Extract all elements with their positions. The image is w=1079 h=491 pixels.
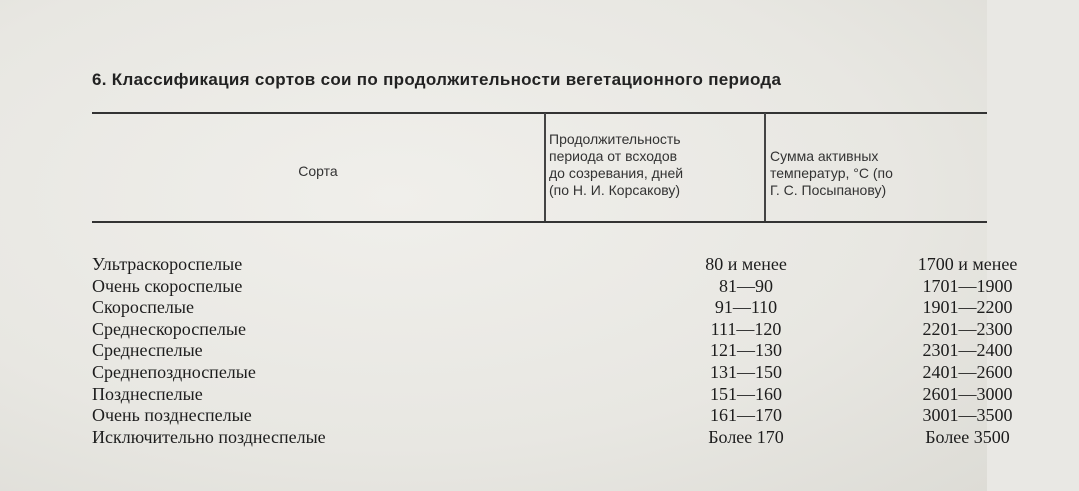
row-temperature: 2401—2600 — [922, 361, 1013, 382]
column-divider-2 — [764, 113, 766, 221]
row-duration: 131—150 — [710, 361, 782, 382]
table-row — [92, 340, 1013, 362]
row-variety: Среднеспелые — [92, 340, 203, 361]
header-duration: Продолжительность периода от всходов до созревания, дней (по Н. И. Корсакову) — [549, 131, 684, 198]
row-variety: Среднепоздноспелые — [92, 361, 256, 382]
table-row — [92, 405, 1013, 427]
row-temperature: 2201—2300 — [922, 318, 1013, 339]
header-bottom-rule — [92, 221, 987, 223]
table-top-rule — [92, 112, 987, 114]
row-variety: Очень позднеспелые — [92, 405, 252, 426]
row-temperature: 1901—2200 — [922, 297, 1013, 318]
table-row — [92, 318, 1013, 341]
column-divider-1 — [544, 113, 546, 221]
row-temperature: 2601—3000 — [922, 383, 1013, 404]
row-temperature: 1701—1900 — [922, 275, 1013, 296]
row-variety: Очень скороспелые — [92, 275, 243, 296]
row-variety: Скороспелые — [92, 297, 194, 318]
row-temperature: Более 3500 — [925, 426, 1010, 447]
row-duration: 80 и менее — [705, 254, 787, 274]
table-row — [92, 254, 1018, 276]
table-title: 6. Классификация сортов сои по продолжительности вегетационного периода — [92, 70, 782, 89]
header-temperature: Сумма активных температур, °С (по Г. С. Посыпанову) — [770, 148, 893, 198]
table-row — [92, 383, 1013, 406]
table-row — [92, 426, 1010, 449]
header-variety: Сорта — [298, 163, 338, 179]
row-duration: 81—90 — [719, 275, 773, 296]
row-duration: 111—120 — [710, 318, 782, 339]
table-row — [92, 361, 1013, 384]
row-variety: Позднеспелые — [92, 383, 203, 404]
row-variety: Среднескороспелые — [92, 318, 246, 339]
table-row — [92, 275, 1013, 298]
row-variety: Ультраскороспелые — [92, 254, 243, 274]
table-body — [92, 254, 1018, 448]
row-temperature: 1700 и менее — [917, 254, 1018, 274]
row-duration: 161—170 — [710, 405, 782, 426]
row-duration: 121—130 — [710, 340, 782, 361]
table-row — [92, 297, 1013, 319]
row-duration: 91—110 — [714, 297, 778, 318]
row-temperature: 3001—3500 — [922, 405, 1013, 426]
row-duration: 151—160 — [710, 383, 782, 404]
row-temperature: 2301—2400 — [922, 340, 1013, 361]
row-duration: Более 170 — [708, 426, 784, 447]
row-variety: Исключительно позднеспелые — [92, 426, 326, 447]
